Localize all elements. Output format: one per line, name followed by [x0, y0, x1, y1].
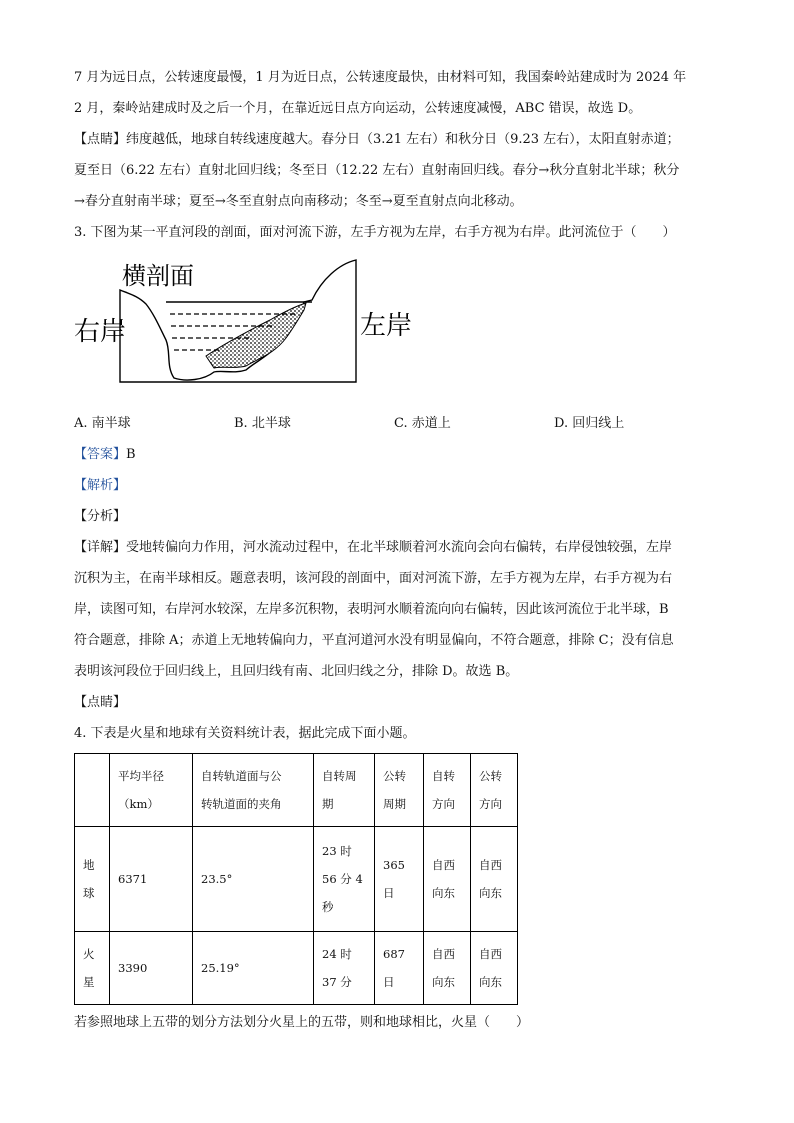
dianjing-1-line-2: 夏至日（6.22 左右）直射北回归线；冬至日（12.22 左右）直射南回归线。春分→秋分直射北半球；秋分 [74, 163, 680, 178]
intro-line-2: 2 月，秦岭站建成时及之后一个月，在靠近远日点方向运动，公转速度减慢，ABC 错误，故选 D。 [74, 101, 642, 116]
cell-rotation-direction: 自西 向东 [424, 932, 471, 1005]
cell-rotation-period: 24 时 37 分 [314, 932, 375, 1005]
header-cell-rotation-direction: 自转 方向 [424, 754, 471, 827]
xiangjie-label: 【详解】 [74, 540, 127, 555]
left-bank-label: 左岸 [360, 311, 413, 341]
xiangjie-line-1 [74, 532, 724, 563]
question-3-stem: 3. 下图为某一平直河段的剖面，面对河流下游，左手方视为左岸，右手方视为右岸。此河流位于（ ） [74, 225, 676, 240]
jiexi-label: 【解析】 [74, 478, 127, 493]
question-3-options [74, 408, 724, 439]
dianjing-2-label: 【点睛】 [74, 695, 127, 710]
cell-angle: 25.19° [193, 932, 314, 1005]
table-row [75, 932, 518, 1005]
option-d[interactable]: D. 回归线上 [554, 416, 625, 431]
answer-label: 【答案】 [74, 447, 127, 462]
figure-title: 横剖面 [122, 262, 194, 290]
cell-revolution-direction: 自西 向东 [471, 932, 518, 1005]
cell-rotation-period: 23 时 56 分 4 秒 [314, 827, 375, 932]
table-row [75, 827, 518, 932]
dianjing-label: 【点睛】 [74, 132, 127, 147]
xiangjie-line-5: 表明该河段位于回归线上，且回归线有南、北回归线之分，排除 D。故选 B。 [74, 664, 519, 679]
option-c[interactable]: C. 赤道上 [394, 416, 451, 431]
cell-revolution-period: 365 日 [375, 827, 424, 932]
cell-radius: 3390 [110, 932, 193, 1005]
xiangjie-line-4: 符合题意，排除 A；赤道上无地转偏向力，平直河道河水没有明显偏向，不符合题意，排除 C；没有信息 [74, 633, 674, 648]
option-b[interactable]: B. 北半球 [234, 416, 291, 431]
table-header-row [75, 754, 518, 827]
row-name-mars: 火 星 [75, 932, 110, 1005]
header-cell-radius: 平均半径 （km） [110, 754, 193, 827]
question-4-followup: 若参照地球上五带的划分方法划分火星上的五带，则和地球相比，火星（ ） [74, 1015, 530, 1030]
cross-section-diagram [74, 254, 414, 404]
option-a[interactable]: A. 南半球 [74, 416, 131, 431]
header-cell-revolution-period: 公转 周期 [375, 754, 424, 827]
fenxi-label: 【分析】 [74, 509, 127, 524]
answer-value: B [126, 447, 136, 462]
header-cell-angle: 自转轨道面与公 转轨道面的夹角 [193, 754, 314, 827]
xiangjie-line-3: 岸，读图可知，右岸河水较深，左岸多沉积物，表明河水顺着流向向右偏转，因此该河流位于北半球，B [74, 602, 669, 617]
header-cell-revolution-direction: 公转 方向 [471, 754, 518, 827]
cell-revolution-period: 687 日 [375, 932, 424, 1005]
answer-line [74, 439, 724, 470]
sediment-deposit [206, 303, 306, 368]
document-page [74, 62, 724, 1038]
question-4-stem: 4. 下表是火星和地球有关资料统计表，据此完成下面小题。 [74, 726, 416, 741]
intro-line-1: 7 月为远日点，公转速度最慢，1 月为近日点，公转速度最快，由材料可知，我国秦岭站建成时为 2024 年 [74, 70, 687, 85]
xiangjie-line-2: 沉积为主，在南半球相反。题意表明，该河段的剖面中，面对河流下游，左手方视为左岸，右手方视为右 [74, 571, 673, 586]
dianjing-1-line-3: →春分直射南半球；夏至→冬至直射点向南移动；冬至→夏至直射点向北移动。 [74, 194, 523, 209]
xiangjie-text: 受地转偏向力作用，河水流动过程中，在北半球顺着河水流向会向右偏转，右岸侵蚀较强，左岸 [126, 540, 673, 555]
header-cell-rotation-period: 自转周 期 [314, 754, 375, 827]
cell-angle: 23.5° [193, 827, 314, 932]
dianjing-text: 纬度越低，地球自转线速度越大。春分日（3.21 左右）和秋分日（9.23 左右），太阳直射赤道； [126, 132, 680, 147]
cell-rotation-direction: 自西 向东 [424, 827, 471, 932]
mars-earth-table [74, 753, 518, 1005]
header-cell-empty [75, 754, 110, 827]
cell-revolution-direction: 自西 向东 [471, 827, 518, 932]
right-bank-label: 右岸 [74, 317, 127, 347]
cell-radius: 6371 [110, 827, 193, 932]
row-name-earth: 地 球 [75, 827, 110, 932]
dianjing-1-line-1 [74, 124, 724, 155]
river-cross-section-figure [74, 254, 414, 404]
